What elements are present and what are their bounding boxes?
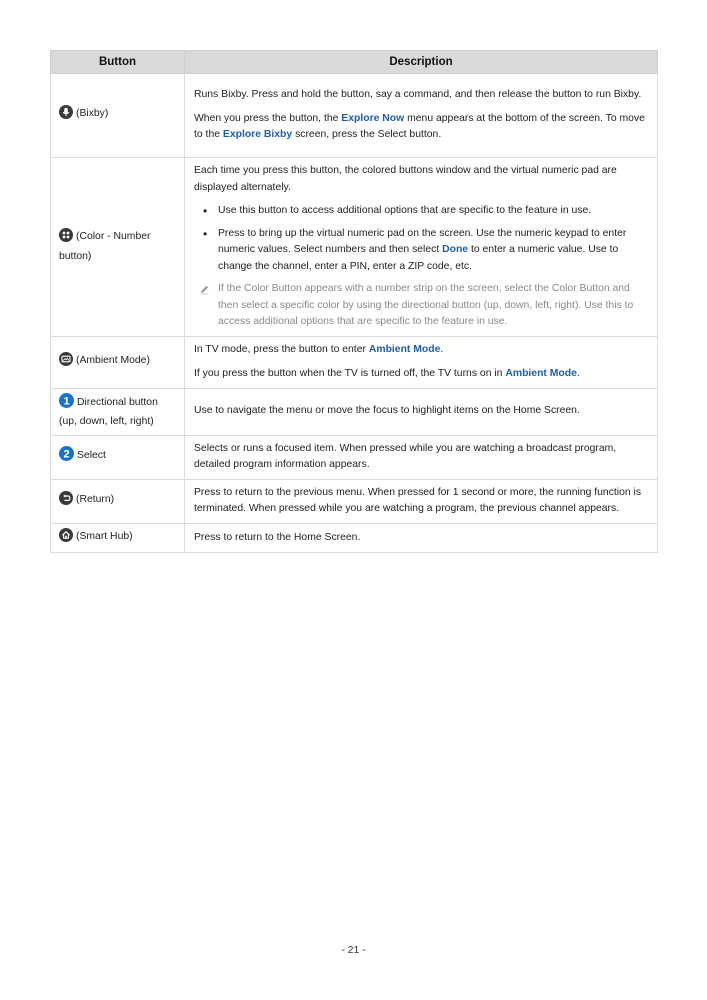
- return-icon: [59, 491, 73, 512]
- list-item: [218, 226, 645, 276]
- description-cell: [185, 74, 658, 158]
- button-label: (Smart Hub): [76, 530, 133, 542]
- ambient-mode-icon: [59, 352, 73, 373]
- button-cell: [51, 523, 185, 553]
- table-row: [51, 74, 658, 158]
- text: .: [440, 344, 444, 355]
- button-description-table: [50, 50, 658, 553]
- note: [194, 281, 645, 331]
- paragraph: Each time you press this button, the colored buttons window and the virtual numeric pad are displayed alternately.: [194, 165, 617, 193]
- badge-2-icon: [59, 446, 74, 468]
- text: .: [576, 367, 580, 379]
- header-description: Description: [185, 51, 658, 74]
- button-cell: [51, 74, 185, 158]
- color-number-icon: [59, 228, 73, 249]
- button-label: Directional button (up, down, left, right): [59, 396, 158, 427]
- table-row: [51, 523, 658, 553]
- paragraph: [194, 342, 645, 359]
- description-cell: [185, 336, 658, 388]
- paragraph: [194, 366, 645, 383]
- text: Press to bring up the virtual numeric pad on the screen. Use the numeric keypad to enter numeric values. Select numbers and then select: [218, 227, 627, 255]
- ambient-mode-link: Ambient Mode: [368, 344, 441, 355]
- table-header-row: [51, 51, 658, 74]
- button-cell: [51, 435, 185, 479]
- header-button: Button: [51, 51, 185, 74]
- table-row: [51, 158, 658, 337]
- description-cell: Use to navigate the menu or move the focus to highlight items on the Home Screen.: [185, 388, 658, 435]
- text: If you press the button when the TV is turned off, the TV turns on in: [194, 367, 506, 379]
- badge-1-icon: [59, 393, 74, 415]
- table-row: [51, 388, 658, 435]
- explore-bixby-link: Explore Bixby: [222, 129, 293, 141]
- description-cell: Selects or runs a focused item. When pressed while you are watching a broadcast program, detailed program information appears.: [185, 435, 658, 479]
- button-label: Select: [77, 450, 106, 462]
- page-number: - 21 -: [341, 944, 366, 956]
- note-text: If the Color Button appears with a number strip on the screen, select the Color Button and then select a specific color by using the directional button (up, down, left, right). Use this to access additional options that are specific to the feature in use.: [218, 283, 634, 327]
- text: menu appears at the bottom of the screen. To move to the: [194, 112, 645, 141]
- paragraph: Runs Bixby. Press and hold the button, say a command, and then release the button to run Bixby.: [194, 89, 642, 101]
- text: In TV mode, press the button to enter: [194, 344, 369, 355]
- button-cell: [51, 388, 185, 435]
- button-cell: [51, 336, 185, 388]
- button-cell: [51, 479, 185, 523]
- text: screen, press the Select button.: [292, 129, 442, 141]
- list-item: • Use this button to access additional options that are specific to the feature in use.: [218, 203, 645, 220]
- paragraph: [194, 111, 645, 144]
- button-label: (Return): [76, 493, 115, 505]
- explore-now-link: Explore Now: [341, 112, 405, 124]
- table-row: [51, 435, 658, 479]
- button-cell: [51, 158, 185, 337]
- bixby-icon: [59, 105, 73, 126]
- page: [50, 50, 657, 553]
- svg-text:2: 2: [63, 448, 70, 461]
- smart-hub-icon: [59, 528, 73, 549]
- table-row: [51, 479, 658, 523]
- ambient-mode-link: Ambient Mode: [505, 367, 577, 379]
- button-label: (Color - Number button): [59, 231, 151, 262]
- description-cell: [185, 158, 658, 337]
- done-link: Done: [442, 244, 469, 255]
- table-row: [51, 336, 658, 388]
- svg-text:1: 1: [63, 394, 70, 407]
- text: to enter a numeric value. Use to change the channel, enter a PIN, enter a ZIP code, etc.: [218, 244, 619, 272]
- text: When you press the button, the: [194, 112, 342, 124]
- bullet-list: [194, 203, 645, 275]
- description-cell: Press to return to the previous menu. When pressed for 1 second or more, the running function is terminated. When pressed while you are watching a program, the previous channel appears.: [185, 479, 658, 523]
- description-cell: Press to return to the Home Screen.: [185, 523, 658, 553]
- button-label: (Bixby): [76, 108, 109, 120]
- pencil-note-icon: [199, 284, 210, 302]
- button-label: (Ambient Mode): [76, 354, 150, 366]
